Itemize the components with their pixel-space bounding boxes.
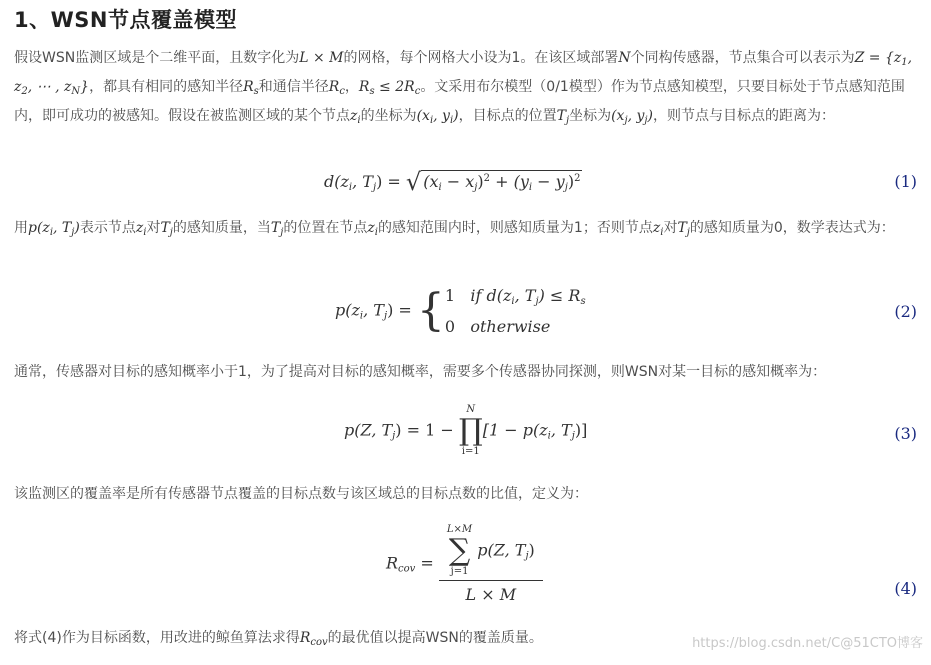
paragraph-coverage-rate: 该监测区的覆盖率是所有传感器节点覆盖的目标点数与该区域总的目标点数的比值，定义为： [14,486,588,502]
paragraph-model-intro: 假设WSN监测区域是个二维平面，且数字化为L × M的网格，每个网格大小设为1。在该区域部署N个同构传感器，节点集合可以表示为$Z = \{z_1$, $z_2$, ⋯ , $z_N$}，都具有相同的感知半径$R_s$和通信半径$R_c$，$R_s \le 2R_c$。文采用布尔模型（0/1模型）作为节点感知模型，只要目标处于节点感知范围内，即可成功的被感知。假设在被监测区域的某个节点$z_i$的坐标为($x_i$, $y_i$)，目标点的位置$T_j$坐标为($x_j$, $y_j$)，则节点与目标点的距离为： [14,50,913,126]
equation-number-1: (1) [894,172,917,191]
equation-coverage-ratio: $R_{cov}$ = L×M ∑ j=1 p(Z, $T_j$) L × M [386,524,543,604]
equation-number-3: (3) [894,424,917,443]
equation-number-2: (2) [894,302,917,321]
watermark: https://blog.csdn.net/C@51CTO博客 [692,636,923,651]
equation-number-4: (4) [894,579,917,598]
paragraph-sensing-quality: 用$p(z_i$, $T_j$)表示节点$z_i$对$T_j$的感知质量，当$T_j$的位置在节点$z_i$的感知范围内时，则感知质量为1；否则节点$z_i$对$T_j$的感知质量为0，数学表达式为： [14,220,895,238]
paragraph-cooperative-detection: 通常，传感器对目标的感知概率小于1，为了提高对目标的感知概率，需要多个传感器协同探测，则WSN对某一目标的感知概率为： [14,364,827,380]
equation-sensing-model: $p(z_i$, $T_j$) = { 1 if $d(z_i$, $T_j) \le R_s$ 0 otherwise [335,285,586,336]
paragraph-objective-function: 将式(4)作为目标函数，用改进的鲸鱼算法求得$R_{cov}$的最优值以提高WSN的覆盖质量。 [14,630,543,648]
equation-distance: $d(z_i$, $T_j$) = √ $(x_i - x_j)^2 + (y_i - y_j)^2$ [324,168,581,196]
section-heading: 1、WSN节点覆盖模型 [14,8,237,32]
equation-joint-probability: p(Z, $T_j) = 1$ − N ∏ i=1 [$1 - p(z_i$, $T_j$)] [344,404,588,457]
